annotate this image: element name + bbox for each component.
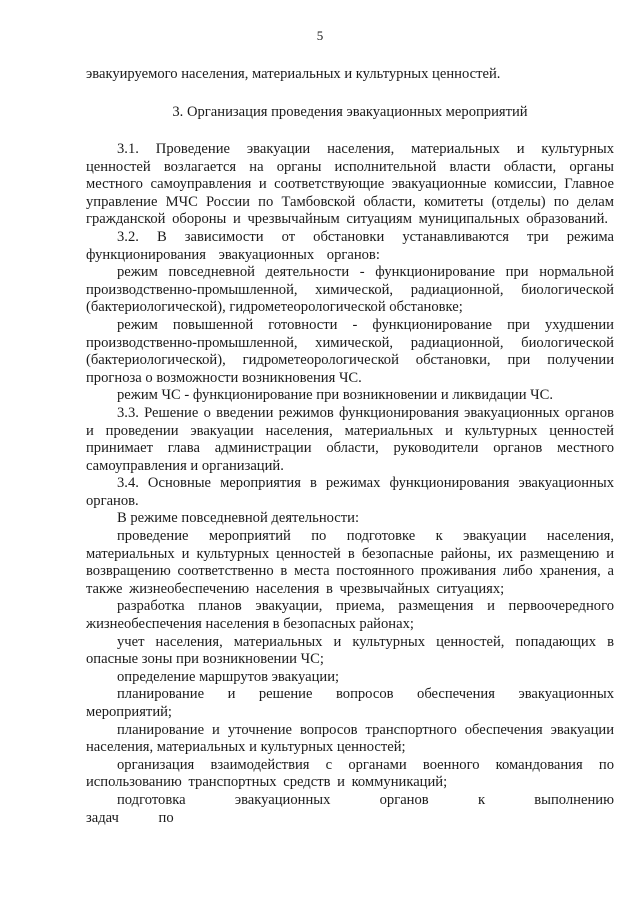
page-number: 5: [316, 28, 324, 43]
list-item-training: подготовка эвакуационных органов к выполнению задач по: [86, 791, 614, 826]
paragraph-daily-heading: В режиме повседневной деятельности:: [117, 510, 360, 527]
list-item-accounting: учет населения, материальных и культурных ценностей, попадающих в опасные зоны при возникновении ЧС;: [86, 633, 614, 668]
paragraph-mode-daily: режим повседневной деятельности - функционирование при нормальной производственно-промышленной, химической, радиационной, биологической (бактериологической), гидрометеорологической обстановке;: [86, 264, 614, 316]
paragraph-3-1: 3.1. Проведение эвакуации населения, материальных и культурных ценностей возлагается на органы исполнительной власти области, органы местного самоуправления и соответствующие эвакуационные комиссии, Главное управление МЧС России по Тамбовской области, комитеты (отделы) по делам гражданской обороны и чрезвычайным ситуациям муниципальных образований.: [86, 141, 614, 228]
paragraph-3-2: 3.2. В зависимости от обстановки устанавливаются три режима функционирования эвакуационных органов:: [86, 228, 614, 263]
paragraph-3-3: 3.3. Решение о введении режимов функционирования эвакуационных органов и проведении эвакуации населения, материальных и культурных ценностей принимает глава администрации области, руководители органов местного самоуправления и организаций.: [86, 404, 614, 474]
body-text: [86, 141, 614, 827]
list-item-routes: определение маршрутов эвакуации;: [117, 668, 340, 685]
section-title: 3. Организация проведения эвакуационных мероприятий: [172, 104, 528, 120]
paragraph-mode-emergency: режим ЧС - функционирование при возникновении и ликвидации ЧС.: [117, 387, 554, 404]
list-item-transport: планирование и уточнение вопросов транспортного обеспечения эвакуации населения, материальных и культурных ценностей;: [86, 721, 614, 756]
list-item-military-coordination: организация взаимодействия с органами военного командования по использованию транспортных средств и коммуникаций;: [86, 756, 614, 791]
continuation-block: [86, 66, 614, 84]
continuation-text: эвакуируемого населения, материальных и культурных ценностей.: [86, 66, 501, 82]
paragraph-3-4: 3.4. Основные мероприятия в режимах функционирования эвакуационных органов.: [86, 475, 614, 509]
list-item-plans: разработка планов эвакуации, приема, размещения и первоочередного жизнеобеспечения населения в безопасных районах;: [86, 598, 614, 633]
paragraph-mode-alert: режим повышенной готовности - функционирование при ухудшении производственно-промышленной, химической, радиационной, биологической (бактериологической), гидрометеорологической обстановки, при получении прогноза о возможности возникновения ЧС.: [86, 316, 614, 386]
list-item-planning: планирование и решение вопросов обеспечения эвакуационных мероприятий;: [86, 686, 614, 720]
list-item-evacuation-prep: проведение мероприятий по подготовке к эвакуации населения, материальных и культурных ценностей в безопасные районы, их размещению и возвращению соответственно в места постоянного проживания либо хранения, а также жизнеобеспечению населения в чрезвычайных ситуациях;: [86, 528, 614, 597]
section-3: [86, 104, 614, 122]
